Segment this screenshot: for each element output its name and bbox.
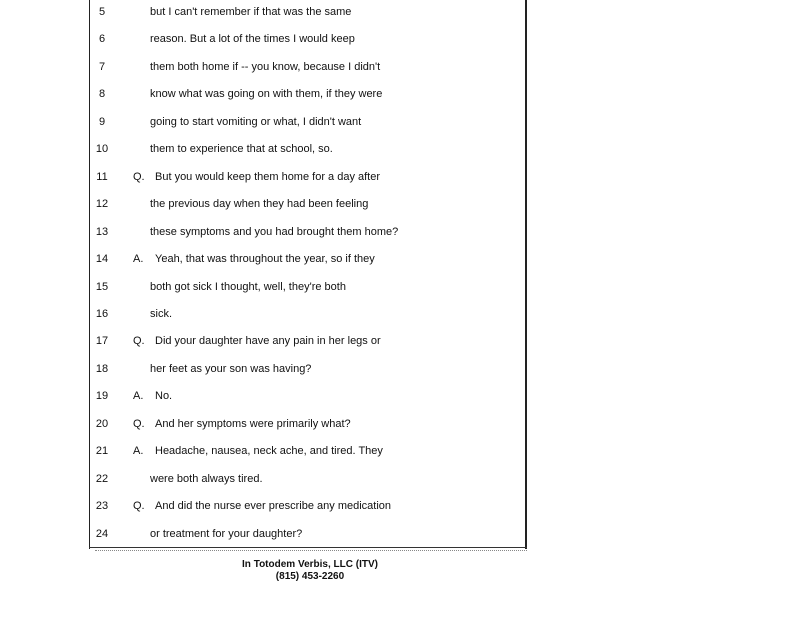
- line-text: And did the nurse ever prescribe any medication: [155, 500, 392, 513]
- transcript-line: [0, 29, 525, 49]
- line-text: know what was going on with them, if they were: [150, 88, 383, 101]
- line-number: 21: [95, 445, 109, 458]
- line-number: 23: [95, 500, 109, 513]
- transcript-line: [0, 249, 525, 269]
- speaker-marker: Q.: [133, 500, 145, 513]
- line-number: 11: [96, 170, 108, 183]
- transcript-line: [0, 277, 525, 297]
- line-number: 9: [98, 115, 106, 128]
- line-number: 22: [95, 472, 109, 485]
- line-number: 16: [95, 307, 109, 320]
- transcript-line: [0, 414, 525, 434]
- speaker-marker: A.: [133, 390, 144, 403]
- line-number: 5: [98, 6, 106, 18]
- transcript-line: [0, 84, 525, 104]
- transcript-line: [0, 441, 525, 461]
- line-text: were both always tired.: [150, 472, 263, 485]
- line-number: 14: [95, 253, 109, 266]
- page-footer: [200, 559, 420, 583]
- line-text: them to experience that at school, so.: [150, 143, 333, 156]
- line-text: Did your daughter have any pain in her legs or: [155, 335, 381, 348]
- speaker-marker: Q.: [133, 170, 145, 183]
- transcript-line: [0, 386, 525, 406]
- line-number: 12: [95, 198, 109, 211]
- line-text: but I can't remember if that was the same: [150, 6, 352, 18]
- line-text: or treatment for your daughter?: [150, 527, 303, 540]
- line-number: 15: [95, 280, 109, 293]
- line-text: her feet as your son was having?: [150, 362, 312, 375]
- line-number: 7: [98, 60, 106, 73]
- line-text: No.: [155, 390, 173, 403]
- page-bottom-border: [89, 547, 527, 548]
- line-text: reason. But a lot of the times I would keep: [150, 33, 355, 46]
- transcript-line: [0, 194, 525, 214]
- line-text: And her symptoms were primarily what?: [155, 417, 351, 430]
- line-text: going to start vomiting or what, I didn't want: [150, 115, 362, 128]
- transcript-line: [0, 469, 525, 489]
- transcript-line: [0, 112, 525, 132]
- transcript-line: [0, 222, 525, 242]
- line-text: sick.: [150, 307, 172, 320]
- footer-company: In Totodem Verbis, LLC (ITV): [242, 559, 378, 570]
- transcript-line: [0, 139, 525, 159]
- speaker-marker: Q.: [133, 335, 145, 348]
- line-text: Yeah, that was throughout the year, so if they: [155, 253, 375, 266]
- line-text: the previous day when they had been feeling: [150, 198, 369, 211]
- line-text: these symptoms and you had brought them home?: [150, 225, 399, 238]
- line-number: 17: [95, 335, 109, 348]
- footer-phone: (815) 453-2260: [275, 571, 345, 582]
- speaker-marker: Q.: [133, 417, 145, 430]
- line-number: 18: [95, 362, 109, 375]
- line-number: 10: [95, 143, 109, 156]
- line-number: 6: [98, 33, 106, 46]
- speaker-marker: A.: [133, 253, 144, 266]
- transcript-line: [0, 496, 525, 516]
- transcript-line: [0, 57, 525, 77]
- transcript-line: [0, 331, 525, 351]
- line-number: 13: [95, 225, 109, 238]
- line-number: 19: [95, 390, 109, 403]
- transcript-line: [0, 167, 525, 187]
- line-text: both got sick I thought, well, they're both: [150, 280, 346, 293]
- scan-noise-line: [95, 550, 527, 552]
- transcript-line: [0, 524, 525, 544]
- line-number: 20: [95, 417, 109, 430]
- line-text: But you would keep them home for a day after: [155, 170, 381, 183]
- line-text: Headache, nausea, neck ache, and tired. They: [155, 445, 383, 458]
- page-left-border: [89, 0, 90, 549]
- speaker-marker: A.: [133, 445, 144, 458]
- transcript-line: [0, 2, 525, 22]
- transcript-line: [0, 304, 525, 324]
- line-number: 8: [98, 88, 106, 101]
- transcript-line: [0, 359, 525, 379]
- page-right-border: [525, 0, 527, 549]
- line-number: 24: [95, 527, 109, 540]
- line-text: them both home if -- you know, because I didn't: [150, 60, 381, 73]
